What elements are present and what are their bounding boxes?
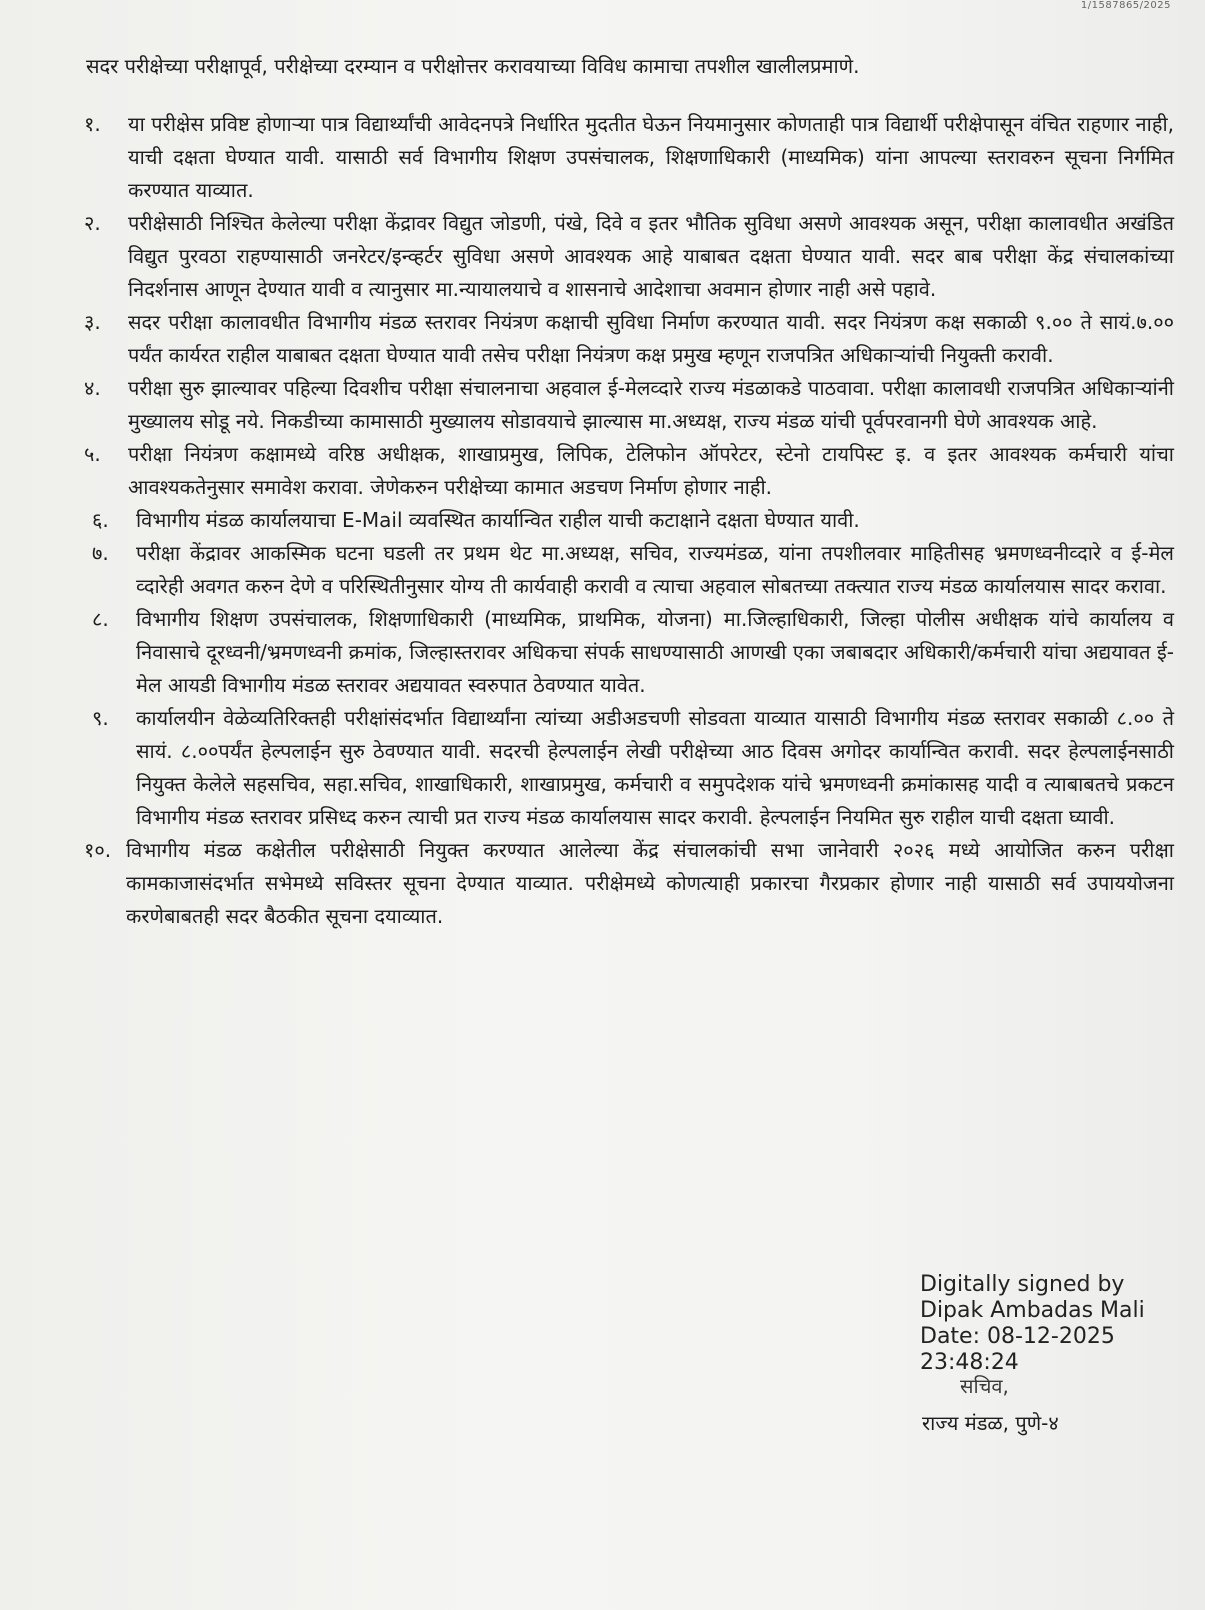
item-text: विभागीय मंडळ कार्यालयाचा E-Mail व्यवस्थित कार्यान्वित राहील याची कटाक्षाने दक्षता घेण्यात यावी.	[136, 508, 860, 532]
item-number: ४.	[84, 376, 101, 400]
item-number: ९.	[92, 706, 109, 730]
item-text: परीक्षा नियंत्रण कक्षामध्ये वरिष्ठ अधीक्षक, शाखाप्रमुख, लिपिक, टेलिफोन ऑपरेटर, स्टेनो टायपिस्ट इ. व इतर आवश्यक कर्मचारी यांचा आवश्यकतेनुसार समावेश करावा. जेणेकरुन परीक्षेच्या कामात अडचण निर्माण होणार नाही.	[128, 442, 1174, 499]
item-text: परीक्षेसाठी निश्चित केलेल्या परीक्षा केंद्रावर विद्युत जोडणी, पंखे, दिवे व इतर भौतिक सुविधा असणे आवश्यक असून, परीक्षा कालावधीत अखंडित विद्युत पुरवठा राहण्यासाठी जनरेटर/इन्व्हर्टर सुविधा असणे आवश्यक आहे याबाबत दक्षता घेण्यात यावी. सदर बाब परीक्षा केंद्र संचालकांच्या निदर्शनास आणून देण्यात यावी व त्यानुसार मा.न्यायालयाचे व शासनाचे आदेशाचा अवमान होणार नाही असे पहावे.	[128, 211, 1174, 301]
list-item	[84, 438, 1174, 504]
list-item	[84, 603, 1174, 702]
item-text: या परीक्षेस प्रविष्ट होणाऱ्या पात्र विद्यार्थ्यांची आवेदनपत्रे निर्धारित मुदतीत घेऊन नियमानुसार कोणताही पात्र विद्यार्थी परीक्षेपासून वंचित राहणार नाही, याची दक्षता घेण्यात यावी. यासाठी सर्व विभागीय शिक्षण उपसंचालक, शिक्षणाधिकारी (माध्यमिक) यांना आपल्या स्तरावरुन सूचना निर्गमित करण्यात याव्यात.	[128, 112, 1174, 202]
item-text: परीक्षा केंद्रावर आकस्मिक घटना घडली तर प्रथम थेट मा.अध्यक्ष, सचिव, राज्यमंडळ, यांना तपशीलवार माहितीसह भ्रमणध्वनीव्दारे व ई-मेल व्दारेही अवगत करुन देणे व परिस्थितीनुसार योग्य ती कार्यवाही करावी व त्याचा अहवाल सोबतच्या तक्त्यात राज्य मंडळ कार्यालयास सादर करावा.	[136, 541, 1174, 598]
item-text: परीक्षा सुरु झाल्यावर पहिल्या दिवशीच परीक्षा संचालनाचा अहवाल ई-मेलव्दारे राज्य मंडळाकडे पाठवावा. परीक्षा कालावधी राजपत्रित अधिकाऱ्यांनी मुख्यालय सोडू नये. निकडीच्या कामासाठी मुख्यालय सोडावयाचे झाल्यास मा.अध्यक्ष, राज्य मंडळ यांची पूर्वपरवानगी घेणे आवश्यक आहे.	[128, 376, 1174, 433]
instruction-list	[84, 108, 1174, 933]
item-number: ७.	[92, 541, 109, 565]
item-number: ३.	[84, 310, 101, 334]
document-number: 1/1587865/2025	[1080, 0, 1171, 11]
signatory-office: राज्य मंडळ, पुणे-४	[922, 1411, 1059, 1435]
list-item	[84, 372, 1174, 438]
signature-date: Date: 08-12-2025	[920, 1324, 1115, 1349]
item-number: ५.	[84, 442, 101, 466]
item-text: विभागीय शिक्षण उपसंचालक, शिक्षणाधिकारी (माध्यमिक, प्राथमिक, योजना) मा.जिल्हाधिकारी, जिल्हा पोलीस अधीक्षक यांचे कार्यालय व निवासाचे दूरध्वनी/भ्रमणध्वनी क्रमांक, जिल्हास्तरावर अधिकचा संपर्क साधण्यासाठी आणखी एका जबाबदार अधिकारी/कर्मचारी यांचा अद्ययावत ई-मेल आयडी विभागीय मंडळ स्तरावर अद्ययावत स्वरुपात ठेवण्यात यावेत.	[136, 607, 1174, 697]
digital-signature-block	[920, 1272, 1190, 1376]
item-text: सदर परीक्षा कालावधीत विभागीय मंडळ स्तरावर नियंत्रण कक्षाची सुविधा निर्माण करण्यात यावी. सदर नियंत्रण कक्ष सकाळी ९.०० ते सायं.७.०० पर्यंत कार्यरत राहील याबाबत दक्षता घेण्यात यावी तसेच परीक्षा नियंत्रण कक्ष प्रमुख म्हणून राजपत्रित अधिकाऱ्यांची नियुक्ती करावी.	[128, 310, 1174, 367]
list-item	[84, 306, 1174, 372]
intro-paragraph: सदर परीक्षेच्या परीक्षापूर्व, परीक्षेच्या दरम्यान व परीक्षोत्तर करावयाच्या विविध कामाचा तपशील खालीलप्रमाणे.	[86, 54, 860, 78]
item-number: १०.	[84, 838, 112, 862]
signature-line: Digitally signed by	[920, 1272, 1125, 1297]
signer-name: Dipak Ambadas Mali	[920, 1298, 1145, 1323]
list-item	[84, 207, 1174, 306]
item-text: कार्यालयीन वेळेव्यतिरिक्तही परीक्षांसंदर्भात विद्यार्थ्यांना त्यांच्या अडीअडचणी सोडवता याव्यात यासाठी विभागीय मंडळ स्तरावर सकाळी ८.०० ते सायं. ८.००पर्यंत हेल्पलाईन सुरु ठेवण्यात यावी. सदरची हेल्पलाईन लेखी परीक्षेच्या आठ दिवस अगोदर कार्यान्वित करावी. सदर हेल्पलाईनसाठी नियुक्त केलेले सहसचिव, सहा.सचिव, शाखाधिकारी, शाखाप्रमुख, कर्मचारी व समुपदेशक यांचे भ्रमणध्वनी क्रमांकासह यादी व त्याबाबतचे प्रकटन विभागीय मंडळ स्तरावर प्रसिध्द करुन त्याची प्रत राज्य मंडळ कार्यालयास सादर करावी. हेल्पलाईन नियमित सुरु राहील याची दक्षता घ्यावी.	[136, 706, 1174, 829]
list-item	[84, 108, 1174, 207]
item-number: ८.	[92, 607, 109, 631]
signatory-designation: सचिव,	[960, 1374, 1009, 1398]
item-number: ६.	[92, 508, 109, 532]
item-text: विभागीय मंडळ कक्षेतील परीक्षेसाठी नियुक्त करण्यात आलेल्या केंद्र संचालकांची सभा जानेवारी २०२६ मध्ये आयोजित करुन परीक्षा कामकाजासंदर्भात सभेमध्ये सविस्तर सूचना देण्यात याव्यात. परीक्षेमध्ये कोणत्याही प्रकारचा गैरप्रकार होणार नाही यासाठी सर्व उपाययोजना करणेबाबतही सदर बैठकीत सूचना दयाव्यात.	[126, 838, 1174, 928]
item-number: १.	[84, 112, 101, 136]
item-number: २.	[84, 211, 101, 235]
list-item	[84, 834, 1174, 933]
list-item	[84, 504, 1174, 537]
list-item	[84, 537, 1174, 603]
list-item	[84, 702, 1174, 834]
signature-time: 23:48:24	[920, 1350, 1019, 1375]
